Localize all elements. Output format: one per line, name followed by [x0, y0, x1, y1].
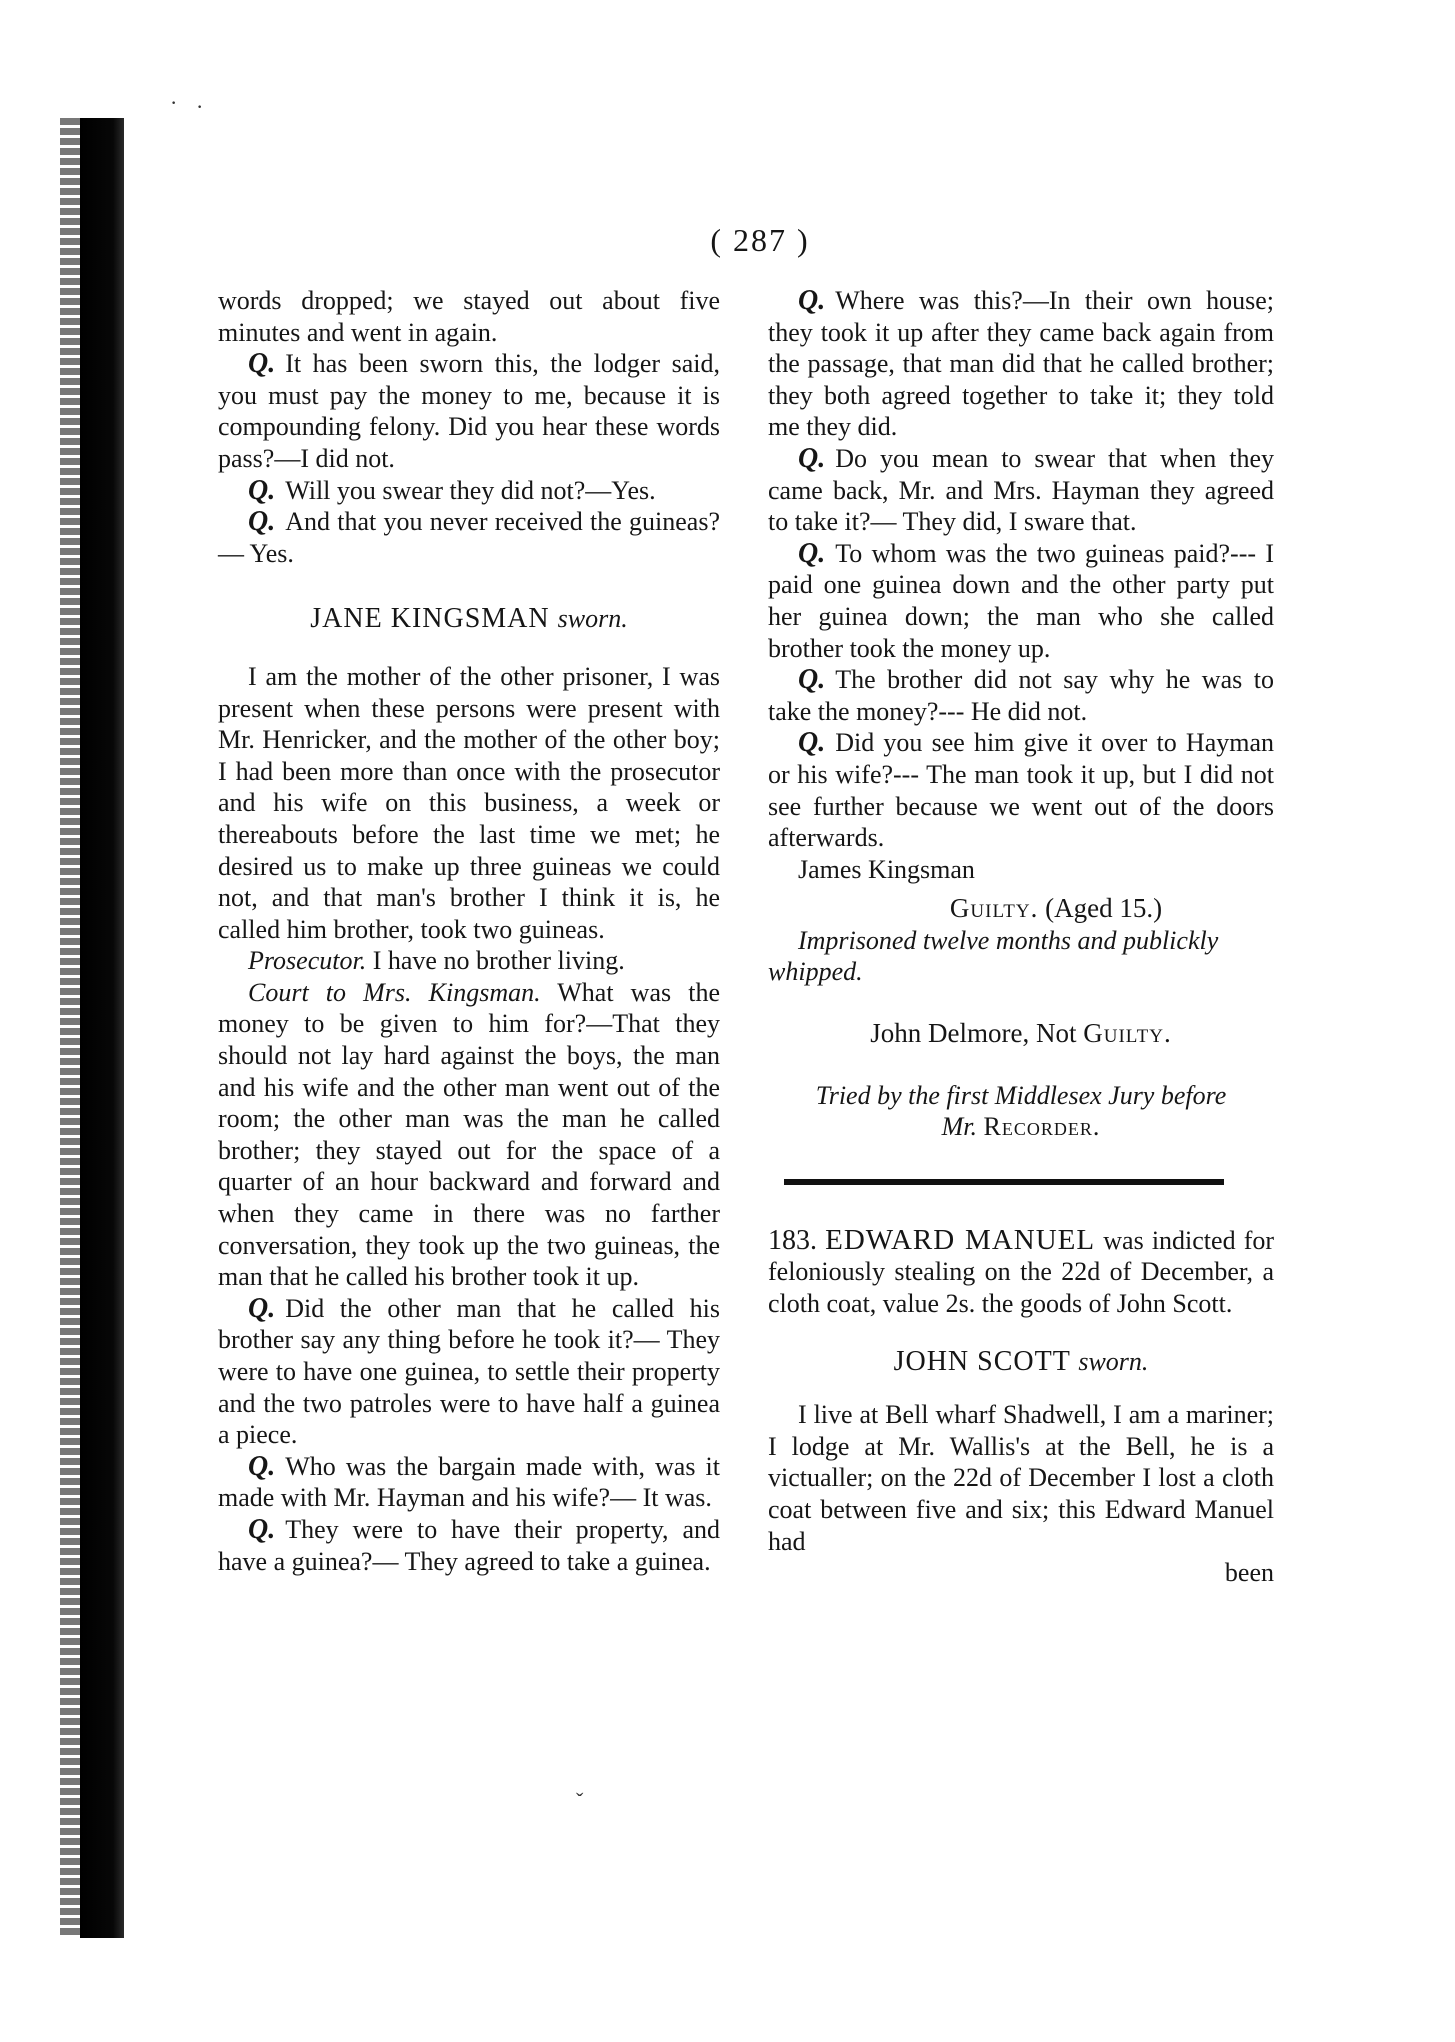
question-marker: Q.	[798, 664, 826, 696]
paragraph: Q. Did you see him give it over to Hayman or his wife?--- The man took it up, but I did not see further because we went out of the doors afterwards.	[768, 727, 1274, 853]
paragraph: Q. Will you swear they did not?—Yes.	[248, 474, 656, 506]
paragraph: Q. The brother did not say why he was to take the money?--- He did not.	[768, 664, 1274, 726]
question-marker: Q.	[248, 348, 276, 380]
ink-speck: ˇ	[576, 1788, 584, 1813]
verdict-prisoner-name: James Kingsman	[798, 854, 975, 884]
question-marker: Q.	[248, 474, 276, 506]
paragraph: Q. It has been sworn this, the lodger said, you must pay the money to me, because it is compounding felony. Did you hear these words pass?—I did not.	[218, 348, 720, 473]
book-spine-edge	[60, 118, 82, 1938]
question-marker: Q.	[798, 537, 826, 569]
case-number: 183.	[768, 1224, 817, 1256]
ink-speck: ·	[170, 90, 178, 115]
question-marker: Q.	[798, 727, 826, 759]
paragraph: Q. Where was this?—In their own house; they took it up after they came back again from the passage, that man did that he called brother; they both agreed together to take it; they told me they did.	[768, 285, 1274, 442]
left-column	[218, 285, 720, 1577]
right-column	[768, 285, 1274, 1589]
case-defendant: EDWARD MANUEL	[825, 1223, 1096, 1256]
question-marker: Q.	[248, 1292, 276, 1324]
question-marker: Q.	[798, 442, 826, 474]
paragraph: Q. Did the other man that he called his brother say any thing before he took it?— They were to have one guinea, to settle their property and the two patroles were to have half a guinea a piece.	[218, 1292, 720, 1450]
not-guilty-line: John Delmore, Not Guilty.	[870, 1018, 1172, 1049]
ink-speck: ·	[196, 94, 204, 119]
question-marker: Q.	[248, 1450, 276, 1482]
section-divider	[784, 1179, 1224, 1185]
question-marker: Q.	[248, 1513, 276, 1545]
paragraph: I live at Bell wharf Shadwell, I am a mariner; I lodge at Mr. Wallis's at the Bell, he is a victualler; on the 22d of December I lost a cloth coat between five and six; this Edward Manuel had	[768, 1400, 1274, 1556]
paragraph: Q. To whom was the two guineas paid?--- I paid one guinea down and the other party put her guinea down; the man who she called brother took the money up.	[768, 537, 1274, 663]
case-paragraph: 183. EDWARD MANUEL was indicted for feloniously stealing on the 22d of December, a cloth coat, value 2s. the goods of John Scott.	[768, 1223, 1275, 1319]
paragraph: Q. Who was the bargain made with, was it made with Mr. Hayman and his wife?— It was.	[218, 1450, 720, 1513]
book-spine-shadow	[80, 118, 124, 1938]
witness-heading: JOHN SCOTT sworn.	[893, 1345, 1149, 1377]
catchword: been	[1224, 1558, 1274, 1588]
sentence-line: Imprisoned twelve months and publickly whipped.	[768, 925, 1219, 987]
page-number: ( 287 )	[710, 222, 810, 258]
paragraph: Court to Mrs. Kingsman. What was the money to be given to him for?—That they should not lay hard against the boys, the man and his wife and the other man went out of the room; the other man was the man he called brother; they stayed out for the space of a quarter of an hour backward and forward and when they came in there was no farther conversation, they took up the two guineas, the man that he called his brother took it up.	[218, 977, 720, 1292]
paragraph: Prosecutor. I have no brother living.	[248, 946, 625, 976]
question-marker: Q.	[248, 506, 276, 538]
paragraph: Q. And that you never received the guineas?— Yes.	[218, 506, 720, 568]
witness-heading: JANE KINGSMAN sworn.	[310, 603, 628, 635]
paragraph: words dropped; we stayed out about five minutes and went in again.	[218, 286, 720, 347]
paragraph: I am the mother of the other prisoner, I was present when these persons were present with Mr. Henricker, and the mother of the other boy; I had been more than once with the prosecutor and his wife on this business, a week or thereabouts before the last time we met; he desired us to make up three guineas we could not, and that man's brother I think it is, he called him brother, took two guineas.	[218, 661, 720, 944]
verdict-line: Guilty. (Aged 15.)	[949, 893, 1163, 924]
paragraph: Q. Do you mean to swear that when they came back, Mr. and Mrs. Hayman they agreed to take it?— They did, I sware that.	[768, 442, 1274, 537]
question-marker: Q.	[798, 285, 826, 316]
jury-note: Tried by the first Middlesex Jury before Mr. Recorder.	[815, 1080, 1227, 1142]
paragraph: Q. They were to have their property, and have a guinea?— They agreed to take a guinea.	[218, 1513, 720, 1576]
